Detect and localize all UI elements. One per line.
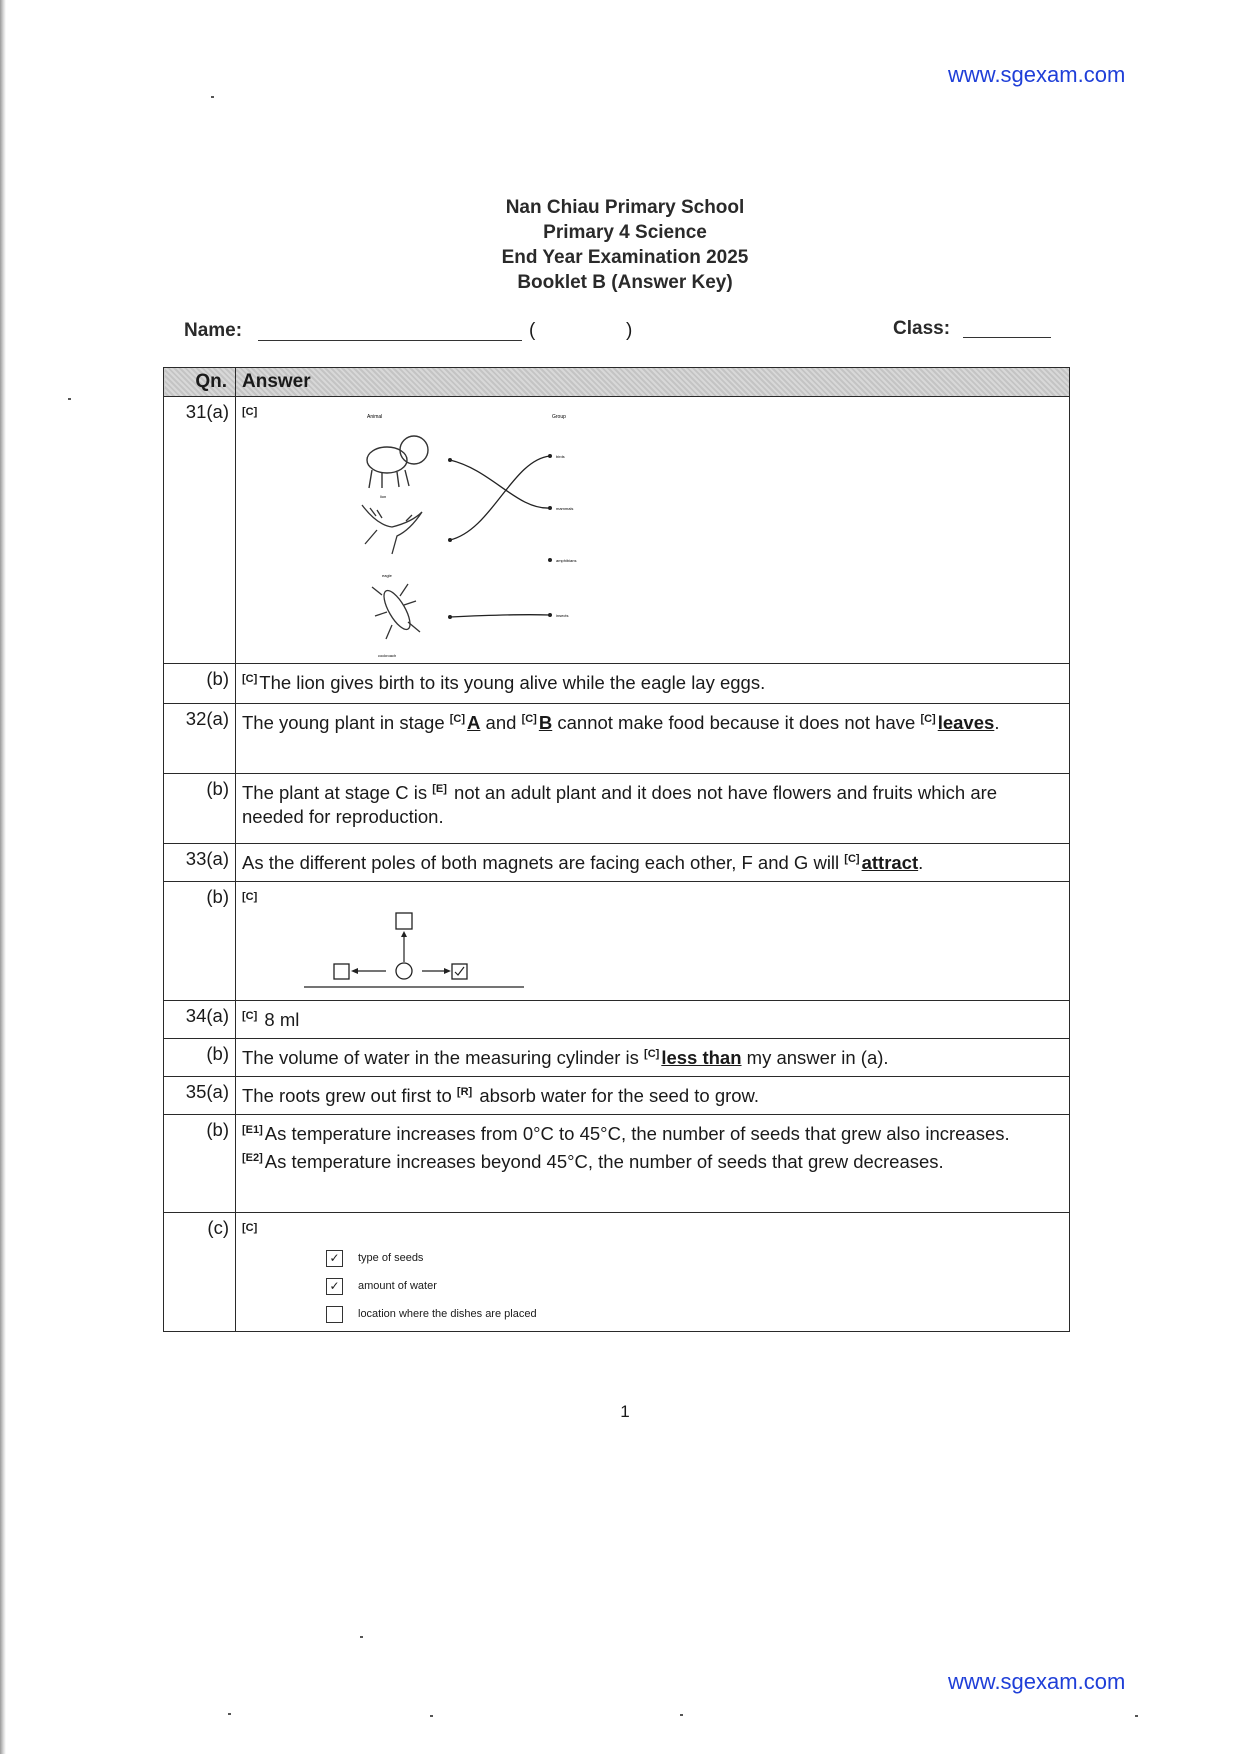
name-blank — [258, 340, 522, 341]
eagle-icon — [362, 505, 422, 554]
lion-icon — [367, 436, 428, 488]
answer-text: The roots grew out first to — [242, 1085, 457, 1107]
page-number: 1 — [620, 1402, 630, 1421]
answer-text: As the different poles of both magnets are facing each other, F and G will — [242, 852, 845, 874]
table-row — [164, 664, 1070, 704]
answer-keyword: A — [467, 712, 481, 734]
classification-diagram — [342, 410, 742, 660]
marking-tag: [C] — [242, 1222, 258, 1235]
option-label: location where the dishes are placed — [358, 1308, 537, 1321]
qn-cell: 34(a) — [164, 1001, 236, 1039]
exam-title: End Year Examination 2025 — [501, 247, 749, 268]
marking-tag: [C] — [920, 713, 936, 726]
scan-speck — [211, 96, 214, 98]
answer-keyword: leaves — [937, 712, 995, 734]
variable-option — [326, 1300, 1063, 1328]
answer-key-table — [163, 367, 1070, 1332]
option-label: type of seeds — [358, 1252, 424, 1265]
table-row — [164, 397, 1070, 664]
marking-tag: [C] — [242, 891, 258, 904]
answer-text: cannot make food because it does not have — [552, 712, 921, 734]
animal-label: eagle — [382, 573, 392, 579]
answer-text: The volume of water in the measuring cylinder is — [242, 1047, 645, 1069]
qn-cell: (b) — [164, 664, 236, 704]
answer-text: not an adult plant and it does not have flowers and fruits which are needed for reproduction. — [242, 782, 998, 828]
box-right-ticked — [452, 964, 467, 979]
table-row — [164, 1001, 1070, 1039]
answer-cell — [236, 882, 1070, 1001]
tick-icon — [455, 967, 464, 975]
cockroach-icon — [372, 584, 420, 639]
group-label: birds — [556, 454, 565, 460]
qn-cell: 35(a) — [164, 1077, 236, 1115]
answer-text: The young plant in stage — [242, 712, 450, 734]
scan-speck — [68, 398, 71, 400]
magnet-direction-diagram — [302, 907, 532, 997]
answer-cell — [236, 1039, 1070, 1077]
scan-speck — [430, 1715, 433, 1717]
box-left — [334, 964, 349, 979]
marking-tag: [C] — [242, 673, 258, 686]
qn-cell: 33(a) — [164, 844, 236, 882]
register-close-paren: ) — [626, 320, 633, 341]
marking-tag: [C] — [242, 406, 258, 418]
answer-cell — [236, 397, 1070, 664]
match-line-lion — [450, 460, 550, 508]
marking-tag: [E2] — [242, 1152, 263, 1165]
scan-speck — [680, 1714, 683, 1716]
marking-tag: [E] — [432, 783, 447, 796]
table-row — [164, 1115, 1070, 1213]
marking-tag: [C] — [644, 1048, 660, 1061]
table-row — [164, 1039, 1070, 1077]
class-blank — [963, 337, 1051, 338]
variable-option — [326, 1272, 1063, 1300]
group-label: amphibians — [556, 558, 577, 564]
school-name: Nan Chiau Primary School — [505, 197, 745, 218]
answer-cell — [236, 664, 1070, 704]
answer-point — [242, 1146, 1063, 1174]
marking-tag: [E1] — [242, 1124, 263, 1137]
watermark-top: www.sgexam.com — [948, 62, 1126, 87]
answer-keyword: B — [538, 712, 553, 734]
table-row — [164, 1077, 1070, 1115]
answer-text: 8 ml — [259, 1009, 300, 1031]
subject: Primary 4 Science — [543, 222, 707, 243]
scan-speck — [1135, 1715, 1138, 1717]
marking-tag: [C] — [844, 853, 860, 866]
answer-text: and — [480, 712, 522, 734]
variable-option — [326, 1244, 1063, 1272]
table-row — [164, 844, 1070, 882]
answer-cell — [236, 1115, 1070, 1213]
answer-text: As temperature increases from 0°C to 45°C, the number of seeds that grew also increases. — [264, 1123, 1010, 1145]
marking-tag: [C] — [449, 713, 466, 726]
table-row — [164, 774, 1070, 844]
booklet-title: Booklet B (Answer Key) — [517, 272, 733, 293]
box-top — [396, 913, 412, 929]
answer-keyword: less than — [661, 1047, 742, 1069]
answer-cell — [236, 844, 1070, 882]
answer-text: . — [918, 852, 924, 874]
register-open-paren: ( — [529, 320, 536, 341]
checkbox-empty-icon — [326, 1306, 343, 1323]
group-label: insects — [556, 613, 569, 619]
answer-text: . — [994, 712, 1000, 734]
animal-label: cockroach — [378, 653, 397, 659]
qn-cell: (c) — [164, 1213, 236, 1332]
answer-keyword: attract — [861, 852, 919, 874]
match-line-cockroach — [450, 615, 550, 617]
answer-cell — [236, 1213, 1070, 1332]
animal-header: Animal — [367, 414, 383, 421]
table-header-row — [164, 368, 1070, 397]
qn-cell: 31(a) — [164, 397, 236, 664]
qn-cell: (b) — [164, 1115, 236, 1213]
qn-cell: (b) — [164, 1039, 236, 1077]
answer-text: The plant at stage C is — [242, 782, 433, 804]
table-row — [164, 704, 1070, 774]
answer-cell — [236, 1077, 1070, 1115]
answer-text: absorb water for the seed to grow. — [474, 1085, 760, 1107]
option-label: amount of water — [358, 1280, 437, 1293]
answer-text: my answer in (a). — [741, 1047, 889, 1069]
marking-tag: [R] — [456, 1086, 473, 1099]
scan-speck — [360, 1636, 363, 1638]
animal-label: lion — [380, 494, 387, 500]
marking-tag: [C] — [521, 713, 537, 726]
qn-cell: (b) — [164, 882, 236, 1001]
marking-tag: [C] — [242, 1010, 258, 1023]
qn-cell: (b) — [164, 774, 236, 844]
table-row — [164, 1213, 1070, 1332]
answer-header: Answer — [236, 368, 1070, 397]
scan-speck — [228, 1713, 231, 1715]
checkbox-checked-icon: ✓ — [326, 1250, 343, 1267]
name-label: Name: — [184, 320, 243, 341]
group-label: mammals — [556, 506, 574, 512]
match-line-eagle — [450, 456, 550, 540]
document-header — [0, 195, 1239, 295]
class-label: Class: — [893, 318, 951, 339]
checkbox-checked-icon: ✓ — [326, 1278, 343, 1295]
answer-cell — [236, 1001, 1070, 1039]
answer-text: The lion gives birth to its young alive while the eagle lay eggs. — [259, 672, 766, 694]
qn-header: Qn. — [164, 368, 236, 397]
answer-cell — [236, 704, 1070, 774]
table-row — [164, 882, 1070, 1001]
watermark-bottom: www.sgexam.com — [948, 1669, 1126, 1694]
group-header: Group — [552, 414, 566, 421]
answer-text: As temperature increases beyond 45°C, the number of seeds that grew decreases. — [264, 1151, 944, 1173]
qn-cell: 32(a) — [164, 704, 236, 774]
answer-point — [242, 1118, 1063, 1146]
answer-cell — [236, 774, 1070, 844]
magnet-circle — [396, 963, 412, 979]
